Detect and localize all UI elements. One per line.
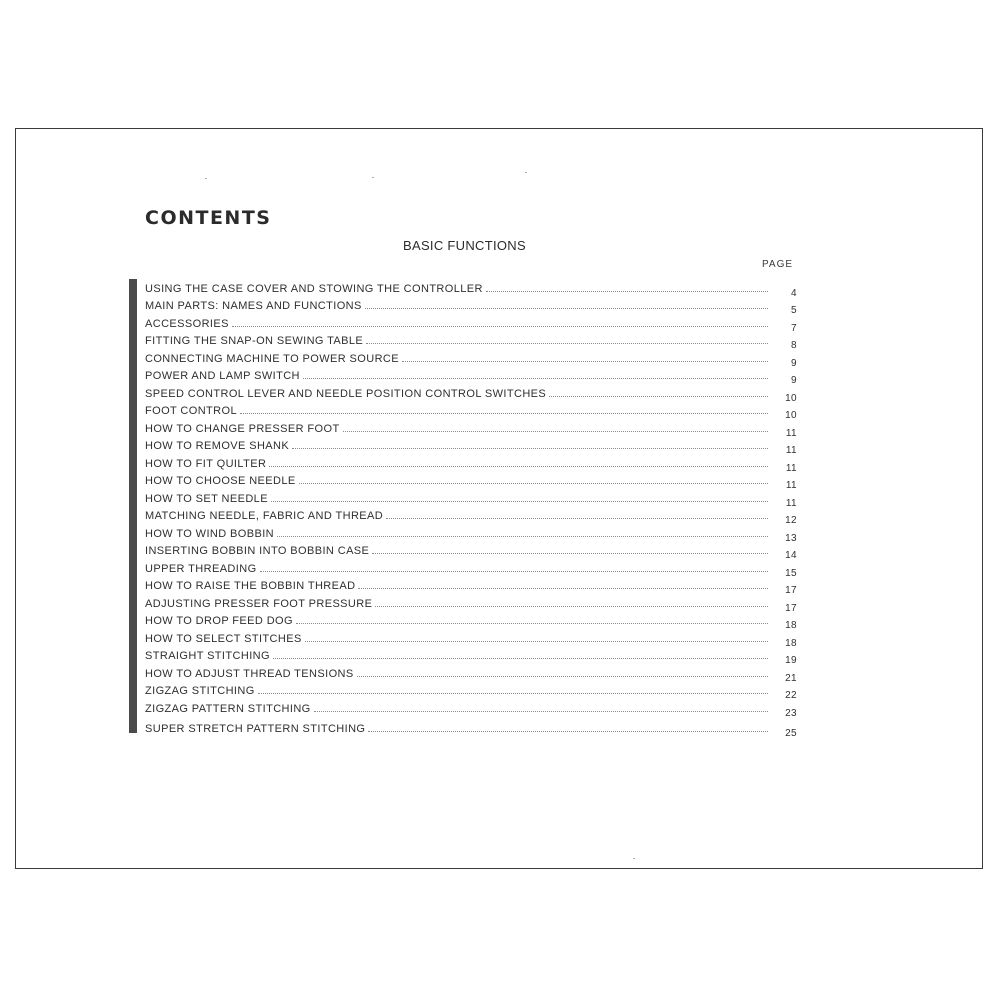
toc-entry-title: HOW TO SELECT STITCHES — [145, 632, 302, 645]
toc-entry — [145, 382, 797, 404]
toc-entry-title: HOW TO WIND BOBBIN — [145, 527, 275, 540]
toc-entry — [145, 680, 797, 701]
dot-leader — [232, 325, 768, 327]
toc-entry-title: UPPER THREADING — [145, 562, 257, 575]
toc-entry-page: 12 — [785, 515, 797, 526]
toc-entry-title: SPEED CONTROL LEVER AND NEEDLE POSITION CONTROL SWITCHES — [145, 387, 547, 400]
dot-leader — [372, 552, 768, 554]
toc-entry-page: 11 — [785, 480, 797, 491]
table-of-contents — [145, 277, 797, 739]
toc-entry-title: HOW TO CHANGE PRESSER FOOT — [145, 422, 340, 435]
dot-leader — [486, 290, 768, 292]
toc-entry — [145, 592, 797, 614]
dot-leader — [402, 360, 768, 362]
dot-leader — [365, 307, 768, 309]
toc-entry-title: MATCHING NEEDLE, FABRIC AND THREAD — [145, 510, 384, 522]
toc-entry-title: USING THE CASE COVER AND STOWING THE CONTROLLER — [145, 282, 483, 295]
toc-entry-title: ZIGZAG PATTERN STITCHING — [145, 702, 311, 715]
toc-entry-page: 11 — [785, 497, 797, 509]
scan-speck — [525, 172, 527, 173]
toc-entry-page: 11 — [785, 462, 797, 474]
toc-entry — [145, 330, 797, 351]
toc-entry-page: 11 — [785, 445, 797, 456]
toc-entry-title: FITTING THE SNAP-ON SEWING TABLE — [145, 335, 364, 347]
dot-leader — [368, 730, 768, 732]
toc-entry-page: 7 — [791, 322, 797, 334]
toc-entry-page: 21 — [785, 672, 797, 684]
toc-entry — [145, 575, 797, 596]
dot-leader — [549, 395, 768, 397]
toc-entry-page: 17 — [785, 585, 797, 596]
toc-entry — [145, 487, 797, 509]
toc-entry-title: HOW TO DROP FEED DOG — [145, 615, 293, 627]
toc-entry-title: HOW TO REMOVE SHANK — [145, 440, 290, 452]
toc-entry — [145, 645, 797, 666]
dot-leader — [343, 430, 768, 432]
toc-entry-page: 23 — [785, 707, 797, 719]
toc-entry — [145, 697, 797, 719]
toc-entry-title: MAIN PARTS: NAMES AND FUNCTIONS — [145, 300, 362, 312]
dot-leader — [269, 465, 768, 467]
toc-entry-title: HOW TO SET NEEDLE — [145, 492, 268, 505]
toc-entry — [145, 522, 797, 544]
scan-speck — [372, 177, 374, 178]
dot-leader — [314, 710, 768, 712]
toc-entry-title: HOW TO FIT QUILTER — [145, 457, 267, 470]
dot-leader — [303, 377, 768, 379]
toc-entry-page: 13 — [785, 532, 797, 544]
toc-entry-page: 18 — [785, 620, 797, 631]
toc-entry — [145, 312, 797, 334]
toc-entry-page: 18 — [785, 637, 797, 649]
toc-entry-page: 14 — [785, 550, 797, 561]
toc-entry-page: 25 — [785, 728, 797, 739]
toc-entry — [145, 540, 797, 561]
page-column-label: PAGE — [762, 259, 794, 270]
toc-entry-title: HOW TO RAISE THE BOBBIN THREAD — [145, 580, 356, 592]
dot-leader — [386, 517, 768, 519]
dot-leader — [258, 692, 768, 694]
toc-entry — [145, 718, 797, 739]
toc-entry — [145, 417, 797, 439]
toc-entry-page: 15 — [785, 567, 797, 579]
dot-leader — [366, 342, 768, 344]
toc-entry-page: 11 — [785, 427, 797, 439]
dot-leader — [305, 640, 768, 642]
toc-entry-page: 9 — [791, 357, 797, 369]
toc-entry — [145, 277, 797, 299]
dot-leader — [273, 657, 768, 659]
dot-leader — [277, 535, 768, 537]
toc-entry-title: CONNECTING MACHINE TO POWER SOURCE — [145, 352, 399, 365]
toc-entry-page: 10 — [785, 392, 797, 404]
toc-entry-title: FOOT CONTROL — [145, 405, 237, 417]
toc-entry-page: 22 — [785, 690, 797, 701]
toc-entry — [145, 610, 797, 631]
toc-entry-title: POWER AND LAMP SWITCH — [145, 370, 300, 382]
dot-leader — [292, 447, 768, 449]
toc-entry-title: STRAIGHT STITCHING — [145, 650, 270, 662]
dot-leader — [271, 500, 768, 502]
dot-leader — [296, 622, 768, 624]
contents-heading: CONTENTS — [145, 207, 272, 229]
dot-leader — [375, 605, 768, 607]
dot-leader — [240, 412, 768, 414]
dot-leader — [357, 675, 768, 677]
section-title: BASIC FUNCTIONS — [403, 238, 526, 253]
toc-entry — [145, 452, 797, 474]
dot-leader — [358, 587, 768, 589]
toc-entry — [145, 505, 797, 526]
toc-entry-page: 8 — [791, 340, 797, 351]
toc-entry-title: INSERTING BOBBIN INTO BOBBIN CASE — [145, 545, 370, 557]
toc-entry-title: HOW TO CHOOSE NEEDLE — [145, 475, 296, 487]
dot-leader — [299, 482, 768, 484]
toc-entry — [145, 295, 797, 316]
toc-entry-title: ACCESSORIES — [145, 317, 229, 330]
toc-entry-page: 4 — [791, 287, 797, 299]
section-side-bar — [129, 279, 137, 733]
toc-entry-page: 19 — [785, 655, 797, 666]
toc-entry — [145, 627, 797, 649]
toc-entry — [145, 435, 797, 456]
toc-entry-title: ADJUSTING PRESSER FOOT PRESSURE — [145, 597, 373, 610]
scan-speck — [633, 858, 635, 859]
scan-speck — [205, 178, 207, 179]
toc-entry-page: 9 — [791, 375, 797, 386]
toc-entry-page: 5 — [791, 305, 797, 316]
dot-leader — [260, 570, 768, 572]
toc-entry-title: HOW TO ADJUST THREAD TENSIONS — [145, 667, 354, 680]
toc-entry-page: 17 — [785, 602, 797, 614]
toc-entry-title: SUPER STRETCH PATTERN STITCHING — [145, 723, 366, 735]
toc-entry — [145, 347, 797, 369]
toc-entry-page: 10 — [785, 410, 797, 421]
toc-entry — [145, 557, 797, 579]
toc-entry — [145, 662, 797, 684]
toc-entry — [145, 400, 797, 421]
toc-entry-title: ZIGZAG STITCHING — [145, 685, 255, 697]
toc-entry — [145, 470, 797, 491]
toc-entry — [145, 365, 797, 386]
